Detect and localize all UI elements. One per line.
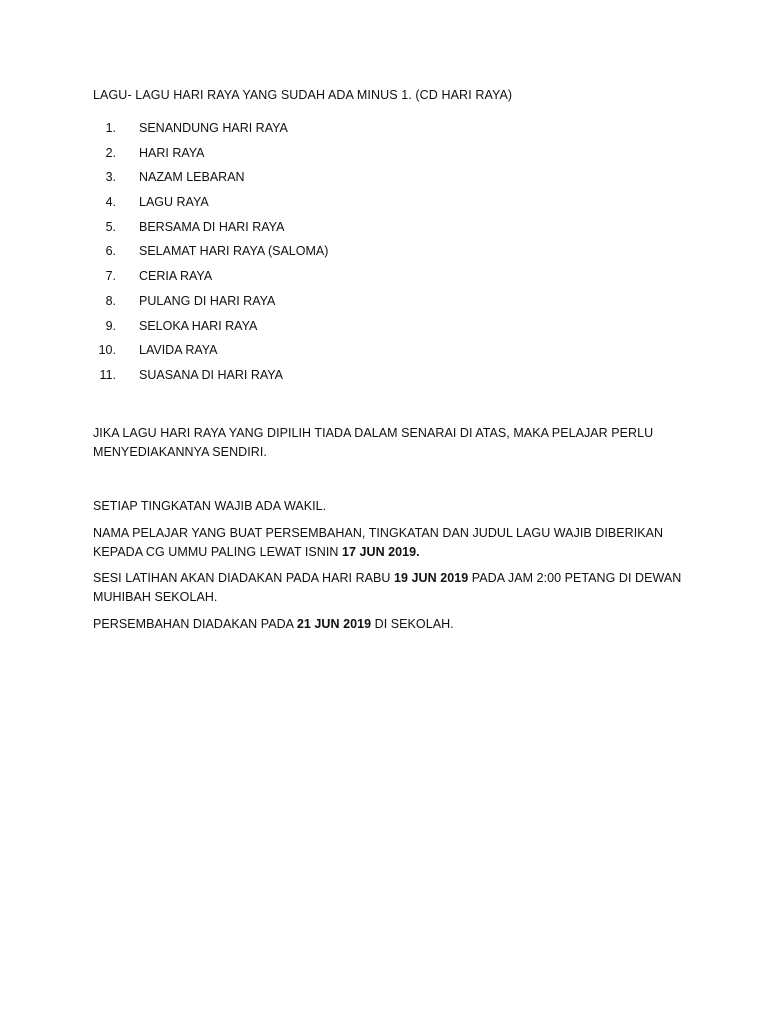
note-paragraph-rehearsal [93,569,693,606]
list-item [93,244,328,269]
list-item-number: 11. [99,367,116,382]
list-item-title: BERSAMA DI HARI RAYA [139,219,285,234]
paragraph-line: NAMA PELAJAR YANG BUAT PERSEMBAHAN, TINGKATAN DAN JUDUL LAGU WAJIB DIBERIKAN [93,526,664,540]
list-item [93,170,328,195]
list-item [93,294,328,319]
note-paragraph-submission [93,524,693,561]
list-item-number: 4. [105,195,116,210]
list-item-number: 5. [105,219,116,234]
note-paragraph-representative [93,497,693,516]
list-item-title: CERIA RAYA [139,269,213,284]
paragraph-line [93,615,693,634]
deadline-date: 17 JUN 2019. [341,544,420,559]
list-item-title: LAVIDA RAYA [139,343,218,358]
list-item-title: SENANDUNG HARI RAYA [139,121,288,135]
list-item-number: 10. [98,343,116,358]
list-item-title: LAGU RAYA [139,195,209,210]
list-item [93,319,328,344]
document-heading: LAGU- LAGU HARI RAYA YANG SUDAH ADA MINUS 1. (CD HARI RAYA) [93,88,513,102]
list-item [93,220,328,245]
list-item [93,343,328,368]
list-item-number: 9. [105,318,116,333]
list-item [93,195,328,220]
list-item-title: NAZAM LEBARAN [139,170,245,185]
song-list [93,121,328,393]
paragraph-line [93,569,693,588]
list-item [93,146,328,171]
list-item-title: HARI RAYA [139,145,205,160]
list-item [93,121,328,146]
list-item-number: 8. [105,293,116,308]
paragraph-line: JIKA LAGU HARI RAYA YANG DIPILIH TIADA DALAM SENARAI DI ATAS, MAKA PELAJAR PERLU [93,426,654,440]
performance-date: 21 JUN 2019 [296,617,372,631]
rehearsal-date: 19 JUN 2019 [394,571,469,585]
list-item-number: 1. [105,121,116,135]
paragraph-text: SESI LATIHAN AKAN DIADAKAN PADA HARI RABU [93,571,395,585]
list-item-number: 6. [105,244,116,259]
paragraph-text: DI SEKOLAH. [371,617,454,631]
paragraph-line: MUHIBAH SEKOLAH. [93,589,218,604]
paragraph-text: KEPADA CG UMMU PALING LEWAT ISNIN [93,544,342,559]
list-item-number: 2. [105,145,116,160]
paragraph-line: SETIAP TINGKATAN WAJIB ADA WAKIL. [93,499,327,513]
list-item [93,269,328,294]
paragraph-line [93,543,693,562]
note-paragraph-self-prepare [93,424,693,461]
list-item-title: SELAMAT HARI RAYA (SALOMA) [139,244,329,259]
paragraph-line: MENYEDIAKANNYA SENDIRI. [93,444,267,459]
list-item-number: 7. [105,269,116,284]
list-item [93,368,328,393]
paragraph-text: PERSEMBAHAN DIADAKAN PADA [93,617,297,631]
list-item-title: PULANG DI HARI RAYA [139,293,276,308]
paragraph-text: PADA JAM 2:00 PETANG DI DEWAN [468,571,682,585]
list-item-title: SUASANA DI HARI RAYA [139,367,284,382]
list-item-number: 3. [105,170,116,185]
note-paragraph-performance [93,615,693,634]
list-item-title: SELOKA HARI RAYA [139,318,258,333]
